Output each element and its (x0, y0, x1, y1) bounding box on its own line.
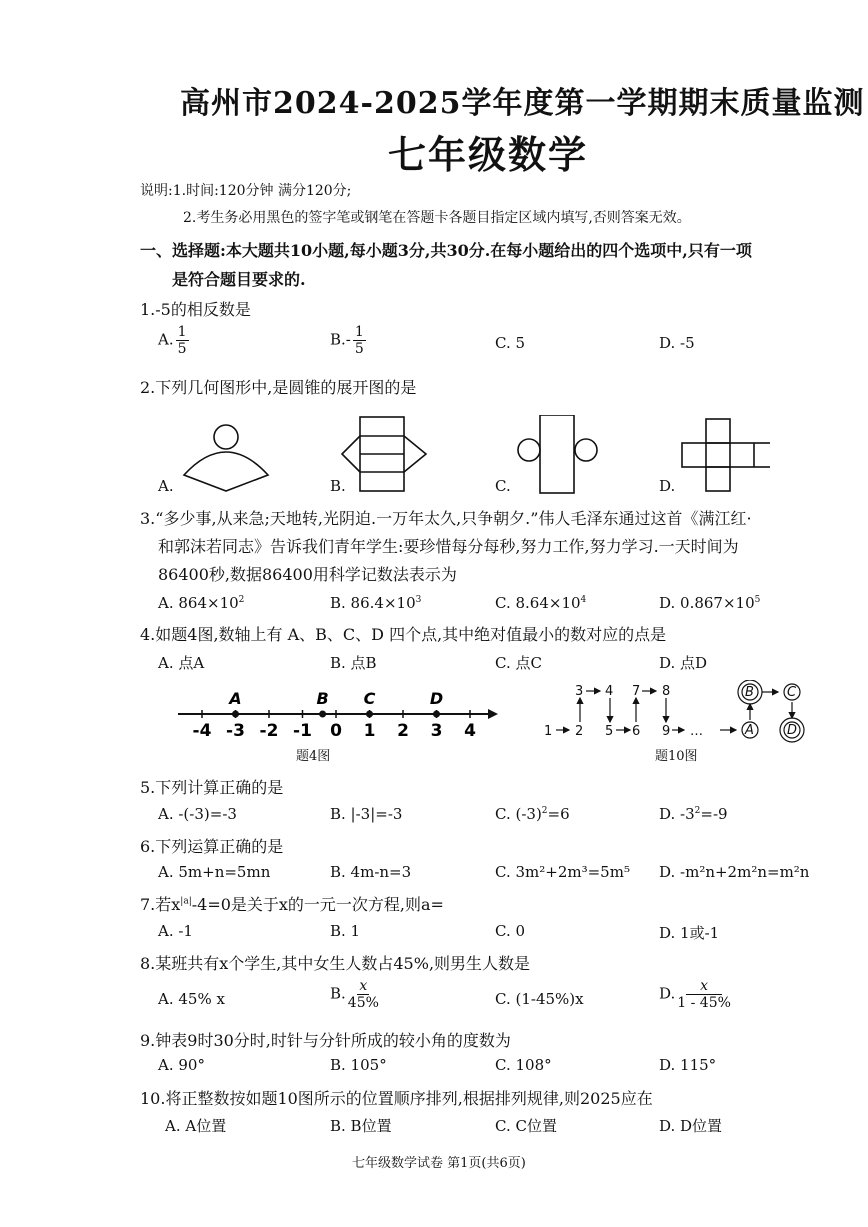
q1-option-c: C. 5 (495, 334, 526, 352)
subject-title: 七年级数学 (388, 132, 589, 177)
q3-line-2: 和郭沫若同志》告诉我们青年学生:要珍惜每分每秒,努力工作,努力学习.一天时间为 (158, 537, 739, 556)
q3-option-b: B. $86.4\times 10^3$ (330, 594, 422, 612)
page-footer: 七年级数学试卷 第1页(共6页) (352, 1156, 526, 1171)
q2-figure-a (184, 425, 268, 491)
fig10-num-6: 6 (632, 724, 641, 739)
q4-option-c: C. 点C (495, 654, 542, 672)
q1-option-d: D. -5 (659, 334, 695, 352)
q7-option-c: C. 0 (495, 922, 526, 940)
section-heading-2: 是符合题目要求的. (172, 270, 306, 289)
q2-figure-b (342, 417, 426, 491)
q1-option-a (158, 324, 189, 357)
q2-stem: 2.下列几何图形中,是圆锥的展开图的是 (140, 378, 417, 397)
q10-option-c: C. C位置 (495, 1117, 557, 1135)
q7-option-a: A. -1 (158, 922, 193, 940)
fig10-num-8: 8 (662, 684, 671, 699)
q8-option-b: B. $\frac{x}{45\%}$ (330, 978, 379, 1011)
fig10-num-3: 3 (575, 684, 584, 699)
q6-option-a: A. 5m+n=5mn (158, 863, 271, 881)
q4-stem: 4.如题4图,数轴上有 A、B、C、D 四个点,其中绝对值最小的数对应的点是 (140, 625, 667, 644)
q3-option-a: A. $864\times 10^2$ (158, 594, 245, 612)
q5-option-c: C. $(-3)^2=6$ (495, 805, 570, 823)
note-line-2: 2.考生务必用黑色的签字笔或钢笔在答题卡各题目指定区域内填写,否则答案无效。 (183, 210, 691, 226)
q2-figures (150, 415, 770, 497)
number-line-point-b (319, 711, 326, 718)
q1-stem: 1.-5的相反数是 (140, 300, 251, 319)
q8-d-fraction: $\frac{x}{1 - 45\%}$ (677, 978, 731, 1011)
fig10-letter-a: A (745, 723, 754, 738)
q6-stem: 6.下列运算正确的是 (140, 837, 284, 856)
q7-option-b: B. 1 (330, 922, 361, 940)
q10-stem: 10.将正整数按如题10图所示的位置顺序排列,根据排列规律,则2025应在 (140, 1089, 653, 1108)
fig10-num-9: 9 (662, 724, 671, 739)
fig10-num-7: 7 (632, 684, 641, 699)
q1-b-fraction: $\frac{1}{5}$ (354, 324, 364, 357)
number-line-tick-label: 3 (430, 721, 443, 741)
q4-option-b: B. 点B (330, 654, 377, 672)
q8-stem: 8.某班共有x个学生,其中女生人数占45%,则男生人数是 (140, 954, 531, 973)
fig10-ellipsis: … (690, 724, 703, 739)
fig10-num-5: 5 (605, 724, 614, 739)
q4-option-a: A. 点A (158, 654, 205, 672)
section-heading: 一、选择题:本大题共10小题,每小题3分,共30分.在每小题给出的四个选项中,只有一项 (140, 241, 752, 260)
q2-option-d: D. (659, 477, 676, 495)
exam-title: 高州市2024-2025学年度第一学期期末质量监测 (180, 86, 865, 121)
q9-option-c: C. 108° (495, 1056, 552, 1074)
q5-option-a: A. -(-3)=-3 (158, 805, 237, 823)
q8-option-d: D. $\frac{x}{1 - 45\%}$ (659, 978, 731, 1011)
q3-line-3: 86400秒,数据86400用科学记数法表示为 (158, 565, 457, 584)
q2-option-a: A. (158, 477, 174, 495)
number-line-point-label-a: A (229, 689, 242, 708)
q8-option-c: C. (1-45%)x (495, 990, 584, 1008)
q4-option-d: D. 点D (659, 654, 708, 672)
q1-b-label: B.- (330, 330, 351, 349)
number-line-point-a (232, 711, 239, 718)
number-line-tick-label: -4 (192, 721, 212, 741)
q9-stem: 9.钟表9时30分时,时针与分针所成的较小角的度数为 (140, 1031, 511, 1050)
q1-a-fraction: $\frac{1}{5}$ (177, 324, 187, 357)
q3-option-d: D. $0.867\times 10^5$ (659, 594, 761, 612)
number-line-tick-label: 2 (397, 721, 409, 741)
q1-option-b (330, 324, 366, 357)
q2-figure-c (518, 415, 597, 493)
q5-option-d: D. $-3^2=-9$ (659, 805, 728, 823)
number-line-point-label-d: D (429, 689, 444, 708)
number-line-tick-label: -3 (226, 721, 245, 741)
number-line-tick-label: 0 (330, 721, 342, 741)
q5-option-b: B. |-3|=-3 (330, 805, 403, 823)
q8-option-a: A. 45% x (158, 990, 225, 1008)
q9-option-b: B. 105° (330, 1056, 387, 1074)
number-line-tick-label: -2 (259, 721, 279, 741)
q1-a-label: A. (158, 330, 174, 349)
q10-option-d: D. D位置 (659, 1117, 723, 1135)
number-line-point-d (433, 711, 440, 718)
fig10-caption: 题10图 (655, 749, 698, 764)
q7-stem: 7.若$x^{|a|}-4=0$是关于x的一元一次方程,则a= (140, 895, 444, 914)
q10-option-b: B. B位置 (330, 1117, 392, 1135)
q3-line-1: 3.“多少事,从来急;天地转,光阴迫.一万年太久,只争朝夕.”伟人毛泽东通过这首《满江红· (140, 509, 752, 528)
q6-option-b: B. 4m-n=3 (330, 863, 412, 881)
number-line-figure (170, 684, 500, 744)
q5-stem: 5.下列计算正确的是 (140, 778, 284, 797)
fig4-caption: 题4图 (296, 749, 331, 764)
q2-option-c: C. (495, 477, 511, 495)
number-line-point-c (366, 711, 373, 718)
q2-option-b: B. (330, 477, 346, 495)
q9-option-a: A. 90° (158, 1056, 205, 1074)
q8-b-fraction: $\frac{x}{45\%}$ (347, 978, 379, 1011)
q9-option-d: D. 115° (659, 1056, 717, 1074)
note-line-1: 说明:1.时间:120分钟 满分120分; (140, 183, 352, 199)
q6-option-c: C. 3m²+2m³=5m⁵ (495, 863, 630, 881)
number-line-tick-label: 4 (464, 721, 476, 741)
q10-option-a: A. A位置 (165, 1117, 227, 1135)
q6-option-d: D. -m²n+2m²n=m²n (659, 863, 810, 881)
fig10-letter-d: D (787, 723, 798, 738)
fig10-letter-c: C (787, 685, 797, 700)
fig10-num-1: 1 (544, 724, 553, 739)
number-line-tick-label: 1 (363, 721, 376, 741)
q3-option-c: C. $8.64\times 10^4$ (495, 594, 587, 612)
fig10-num-2: 2 (575, 724, 584, 739)
number-line-arrow (488, 709, 498, 719)
number-line-point-label-c: C (363, 689, 376, 708)
fig10-letter-b: B (745, 685, 754, 700)
q7-option-d: D. 1或-1 (659, 924, 720, 942)
fig10-num-4: 4 (605, 684, 614, 699)
number-line-point-label-b: B (316, 689, 329, 708)
q2-figure-d (682, 419, 770, 491)
fig10-diagram (540, 680, 820, 750)
number-line-tick-label: -1 (293, 721, 312, 741)
